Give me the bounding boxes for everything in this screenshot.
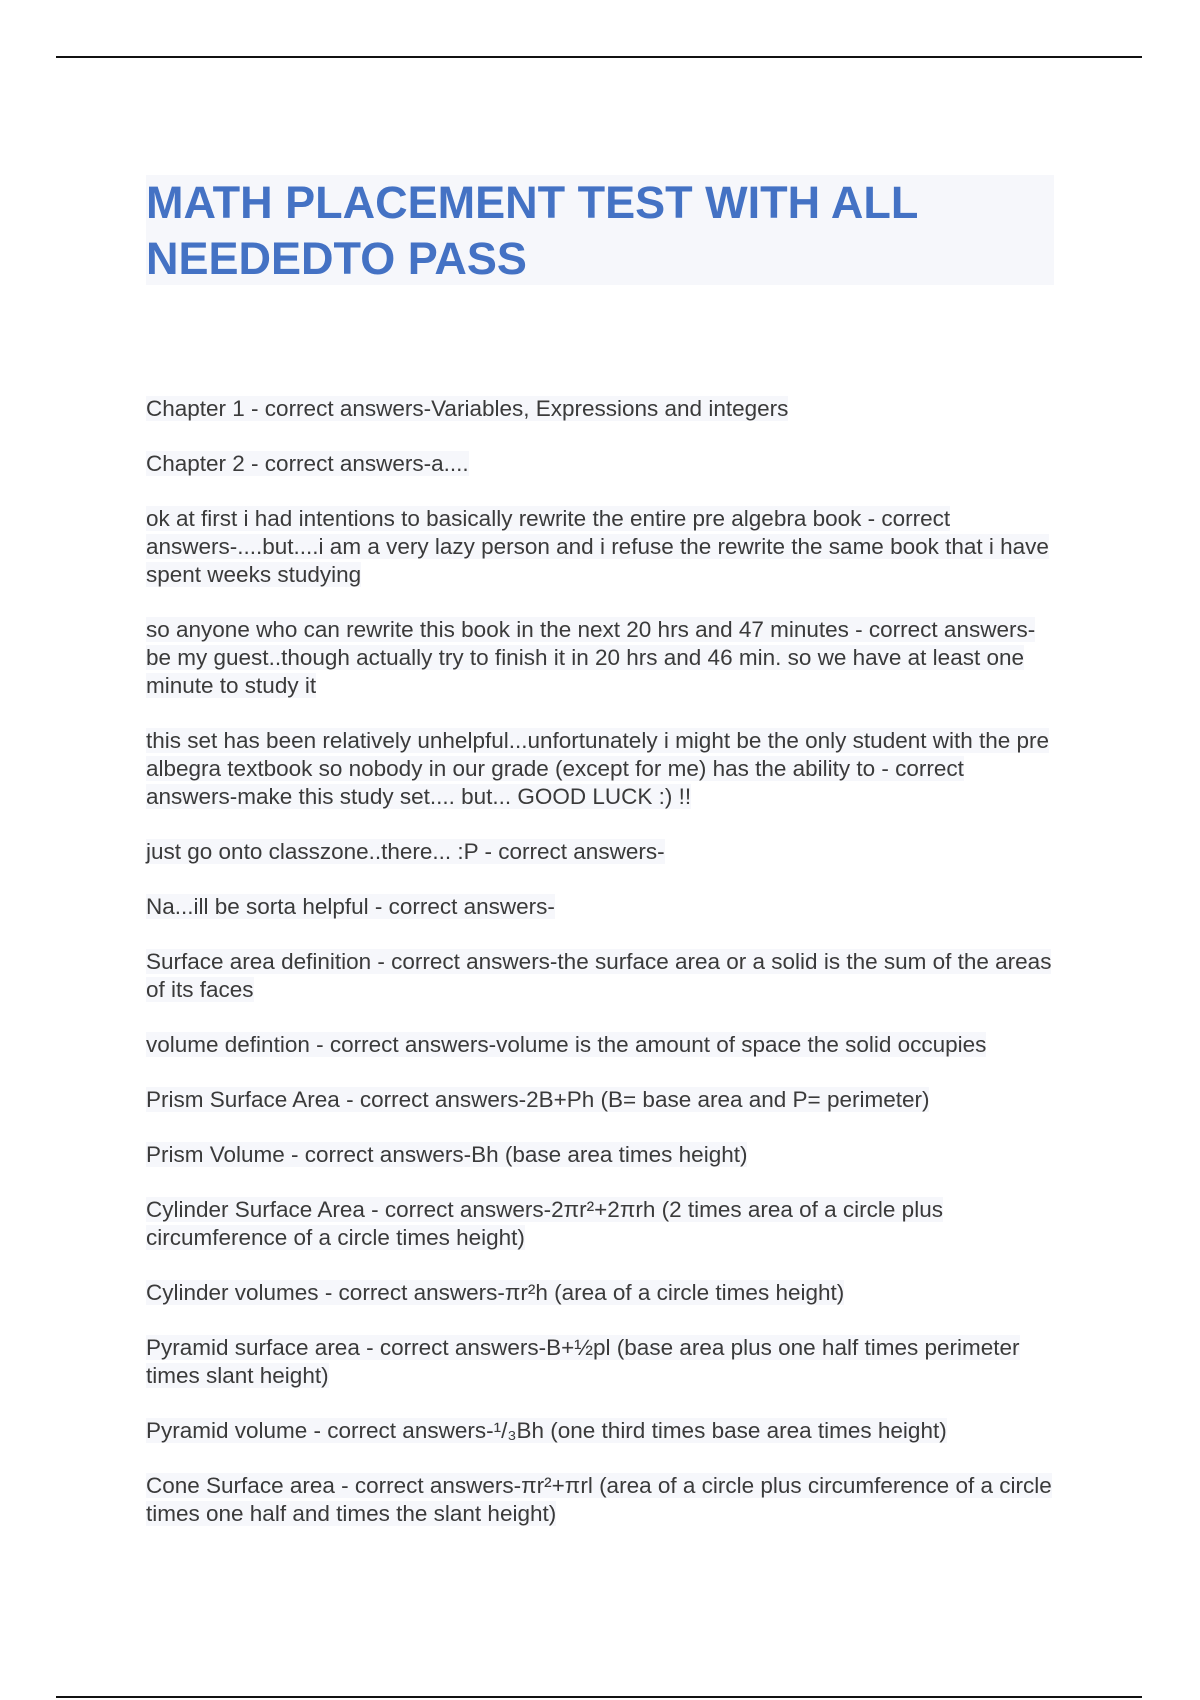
entry-list [146,395,1056,1555]
entry-cylinder-surface-area [146,1196,1056,1252]
entry-text: Prism Volume - correct answers-Bh (base area times height) [146,1142,748,1167]
entry-text: Chapter 2 - correct answers-a.... [146,451,469,476]
document-title: MATH PLACEMENT TEST WITH ALL NEEDEDTO PASS [146,177,918,284]
entry-volume-definition [146,1031,1056,1059]
title-block [146,175,1054,285]
entry-prism-volume [146,1141,1056,1169]
entry-text: volume defintion - correct answers-volume is the amount of space the solid occupies [146,1032,987,1057]
entry-rewrite-intentions [146,505,1056,589]
entry-rewrite-deadline [146,616,1056,700]
entry-text: Pyramid surface area - correct answers-B+½pl (base area plus one half times perimeter times slant height) [146,1335,1020,1388]
entry-text: Na...ill be sorta helpful - correct answers- [146,894,555,919]
entry-prism-surface-area [146,1086,1056,1114]
entry-chapter-2 [146,450,1056,478]
entry-unhelpful-set [146,727,1056,811]
entry-sorta-helpful [146,893,1056,921]
entry-surface-area-definition [146,948,1056,1004]
entry-text: Chapter 1 - correct answers-Variables, Expressions and integers [146,396,789,421]
bottom-rule [56,1696,1142,1698]
entry-text: ok at first i had intentions to basically rewrite the entire pre algebra book - correct answers-....but....i am a very lazy person and i refuse the rewrite the same book that i have spent weeks studying [146,506,1049,587]
entry-text: Cone Surface area - correct answers-πr²+πrl (area of a circle plus circumference of a circle times one half and times the slant height) [146,1473,1052,1526]
entry-text: Surface area definition - correct answers-the surface area or a solid is the sum of the areas of its faces [146,949,1052,1002]
top-rule [56,56,1142,58]
entry-text: this set has been relatively unhelpful...unfortunately i might be the only student with the pre albegra textbook so nobody in our grade (except for me) has the ability to - correct answers-make this study set.... but... GOOD LUCK :) !! [146,728,1050,809]
entry-text: Prism Surface Area - correct answers-2B+Ph (B= base area and P= perimeter) [146,1087,930,1112]
entry-cone-surface-area [146,1472,1056,1528]
entry-text: Cylinder Surface Area - correct answers-2πr²+2πrh (2 times area of a circle plus circumference of a circle times height) [146,1197,943,1250]
entry-pyramid-surface-area [146,1334,1056,1390]
entry-text: Cylinder volumes - correct answers-πr²h (area of a circle times height) [146,1280,845,1305]
entry-pyramid-volume [146,1417,1056,1445]
entry-text: Pyramid volume - correct answers-¹/₃Bh (one third times base area times height) [146,1418,947,1443]
entry-chapter-1 [146,395,1056,423]
entry-classzone [146,838,1056,866]
entry-cylinder-volume [146,1279,1056,1307]
entry-text: just go onto classzone..there... :P - correct answers- [146,839,665,864]
entry-text: so anyone who can rewrite this book in the next 20 hrs and 47 minutes - correct answers-be my guest..though actually try to finish it in 20 hrs and 46 min. so we have at least one minute to study it [146,617,1036,698]
